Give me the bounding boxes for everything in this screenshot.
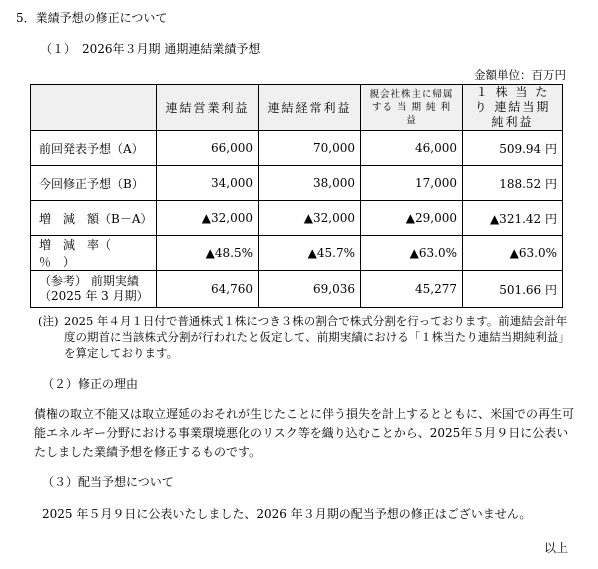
dividend-heading: （３）配当予想について bbox=[42, 475, 174, 489]
table-cell: 64,760 bbox=[157, 271, 259, 308]
table-cell: ▲29,000 bbox=[361, 201, 463, 236]
table-cell: 66,000 bbox=[157, 131, 259, 166]
table-cell: 70,000 bbox=[259, 131, 361, 166]
row-label: 増 減 率（ ％ ） bbox=[31, 236, 157, 271]
table-cell: ▲32,000 bbox=[157, 201, 259, 236]
table-cell: 509.94 円 bbox=[463, 131, 563, 166]
reason-body: 債権の取立不能又は取立遅延のおそれが生じたことに伴う損失を計上するとともに、米国での再生可能エネルギー分野における事業環境悪化のリスク等を織り込むことから、2025年５月９日に公表いたしました業績予想を修正するものです。 bbox=[34, 407, 575, 459]
row-label-line2: （2025 年 3 月期） bbox=[39, 289, 149, 303]
header-net-income: 親会社株主に帰属する 当 期 純 利 益 bbox=[361, 85, 463, 131]
reason-heading: （２）修正の理由 bbox=[42, 377, 139, 391]
table-cell: 34,000 bbox=[157, 166, 259, 201]
table-row bbox=[31, 236, 563, 271]
table-cell: 501.66 円 bbox=[463, 271, 563, 308]
footnote-mark: (注) bbox=[38, 314, 59, 328]
table-header-row bbox=[31, 85, 563, 131]
row-label: 前回発表予想（A） bbox=[31, 131, 157, 166]
table-cell: 69,036 bbox=[259, 271, 361, 308]
dividend-body: 2025 年５月９日に公表いたしました、2026 年３月期の配当予想の修正はございません。 bbox=[42, 507, 532, 521]
subsection-title: （１） 2026年３月期 通期連結業績予想 bbox=[40, 42, 261, 56]
row-label: 増 減 額（B－A） bbox=[31, 201, 157, 236]
unit-label: 金額単位：百万円 bbox=[474, 68, 566, 82]
table-cell: ▲48.5% bbox=[157, 236, 259, 271]
table-cell: 188.52 円 bbox=[463, 166, 563, 201]
footnote-text: 2025 年４月１日付で普通株式１株につき３株の割合で株式分割を行っております。前連結会計年度の期首に当該株式分割が行われたと仮定して、前期実績における「１株当たり連結当期純利益」を算定しております。 bbox=[64, 314, 568, 360]
table-cell: ▲63.0% bbox=[463, 236, 563, 271]
table-cell: ▲32,000 bbox=[259, 201, 361, 236]
row-label bbox=[31, 271, 157, 308]
table-row bbox=[31, 131, 563, 166]
row-label-line1: （参考） 前期実績 bbox=[39, 274, 139, 288]
table-cell: 38,000 bbox=[259, 166, 361, 201]
header-eps: １ 株 当 た り 連結当期純利益 bbox=[463, 85, 563, 131]
table-corner-cell bbox=[31, 85, 157, 131]
table-cell: 17,000 bbox=[361, 166, 463, 201]
forecast-table bbox=[30, 84, 563, 308]
header-operating-profit: 連結営業利益 bbox=[157, 85, 259, 131]
closing-mark: 以上 bbox=[543, 541, 568, 555]
table-row bbox=[31, 166, 563, 201]
row-label: 今回修正予想（B） bbox=[31, 166, 157, 201]
table-row bbox=[31, 201, 563, 236]
table-row bbox=[31, 271, 563, 308]
table-cell: ▲63.0% bbox=[361, 236, 463, 271]
table-cell: 45,277 bbox=[361, 271, 463, 308]
table-cell: ▲321.42 円 bbox=[463, 201, 563, 236]
footnote bbox=[38, 313, 568, 361]
table-cell: ▲45.7% bbox=[259, 236, 361, 271]
table-cell: 46,000 bbox=[361, 131, 463, 166]
section-title: 5．業績予想の修正について bbox=[16, 11, 168, 25]
header-ordinary-profit: 連結経常利益 bbox=[259, 85, 361, 131]
